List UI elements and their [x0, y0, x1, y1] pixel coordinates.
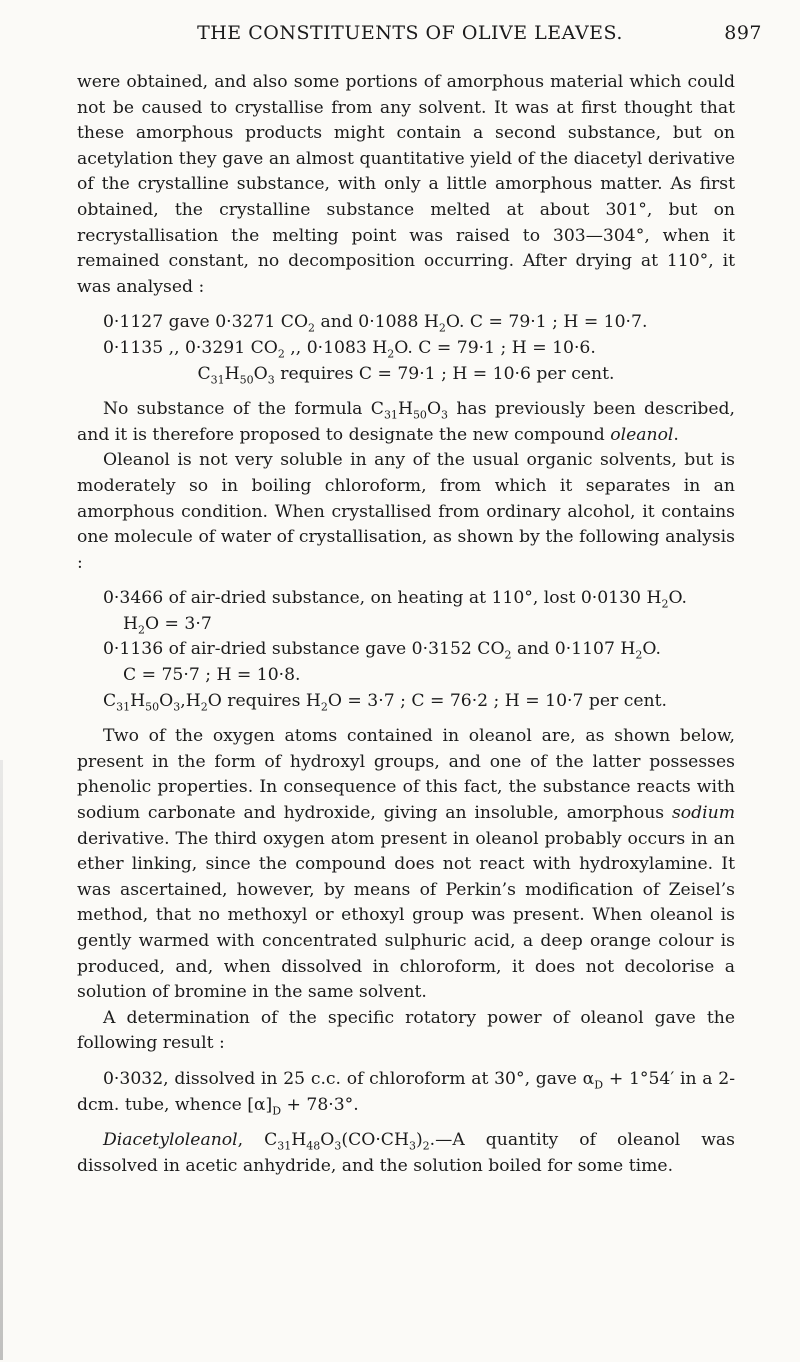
running-header — [80, 22, 762, 50]
requirement-line-2: $C_{31}H_{50}O_3,H_2O$ requires $H_2O = 3\cdot 7$ ; C = 76·2 ; H = 10·7 per cent. — [103, 690, 667, 714]
paragraph-4: Two of the oxygen atoms contained in oleanol are, as shown below, present in the form of hydroxyl groups, and one of the latter possesses phenolic properties. In consequence of this fact, the substance reacts with sodium carbonate and hydroxide, giving an insoluble, amorphous sodium derivative. The third oxygen atom present in oleanol probably occurs in an ether linking, since the compound does not react with hydroxylamine. It was ascertained, however, by means of Perkin’s modification of Zeisel’s method, that no methoxyl or ethoxyl group was present. When oleanol is gently warmed with concentrated sulphuric acid, a deep orange colour is produced, and, when dissolved in chloroform, it does not decolorise a solution of bromine in the same solvent. — [77, 726, 735, 1003]
section-heading-diacetyloleanol: Diacetyloleanol — [103, 1130, 238, 1151]
rotation-result: 0·3032, dissolved in 25 c.c. of chloroform at 30°, gave $\alpha_D + 1^\circ 54'$ in a 2-dcm. tube, whence $[\alpha]_D + 78\cdot 3^\circ$. — [77, 1068, 736, 1117]
paragraph-6: Diacetyloleanol, $C_{31}H_{48}O_3(CO\cdot CH_3)_2.—A$ quantity of oleanol was dissolved in acetic anhydride, and the solution boiled for some time. — [77, 1130, 736, 1176]
analysis-line-2: 0·1135 ,, 0·3291 $CO_2$ ,, 0·1083 $H_2O$. C = 79·1 ; H = 10·6. — [103, 337, 596, 361]
requirement-line-1: $C_{31}H_{50}O_3$ requires C = 79·1 ; H = 10·6 per cent. — [197, 363, 615, 386]
paragraph-3: Oleanol is not very soluble in any of the usual organic solvents, but is moderately so in boiling chloroform, from which it separates in an amorphous condition. When crystallised from ordinary alcohol, it contains one molecule of water of crystallisation, as shown by the following analysis : — [77, 450, 735, 573]
combustion-analysis-line: 0·1136 of air-dried substance gave 0·3152 $CO_2$ and 0·1107 $H_2O$. C = 75·7 ; H = 10·8. — [103, 639, 661, 686]
paragraph-5: A determination of the specific rotatory power of oleanol gave the following result : — [77, 1007, 735, 1054]
header-title: THE CONSTITUENTS OF OLIVE LEAVES. — [197, 22, 623, 44]
page-number: 897 — [724, 22, 762, 44]
page-edge-shadow — [0, 760, 3, 1360]
water-analysis-line: 0·3466 of air-dried substance, on heating at 110°, lost 0·0130 $H_2O$. $H_2O = 3\cdot 7$ — [103, 588, 687, 637]
paragraph-2: No substance of the formula $C_{31}H_{50}O_3$ has previously been described, and it is therefore proposed to designate the new compound oleanol. — [77, 399, 736, 445]
compound-name: oleanol — [610, 424, 674, 445]
paragraph-1: were obtained, and also some portions of amorphous material which could not be caused to crystallise from any solvent. It was at first thought that these amorphous products might contain a second substance, but on acetylation they gave an almost quantitative yield of the diacetyl derivative of the crystalline substance, with only a little amorphous matter. As first obtained, the crystalline substance melted at about 301°, but on recrystallisation the melting point was raised to 303—304°, when it remained constant, no decomposition occurring. After drying at 110°, it was analysed : — [77, 72, 735, 297]
body-text — [77, 70, 735, 1179]
analysis-line-1: 0·1127 gave 0·3271 $CO_2$ and 0·1088 $H_2O$. C = 79·1 ; H = 10·7. — [103, 312, 648, 335]
